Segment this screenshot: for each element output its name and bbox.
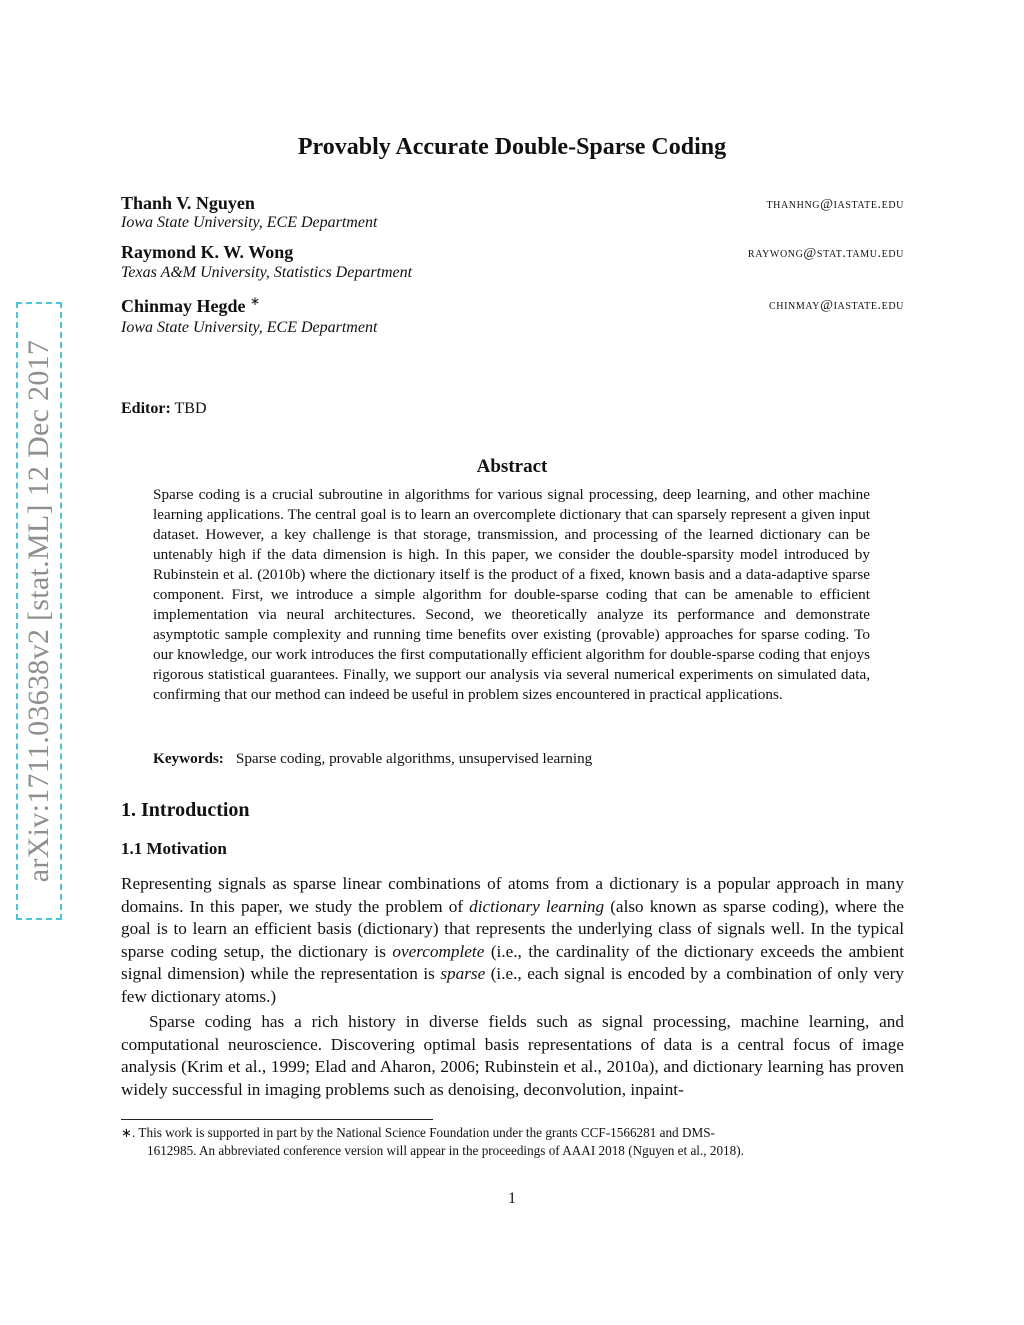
footnote-marker: ∗ xyxy=(250,294,261,308)
arxiv-sidebar-stamp xyxy=(16,302,62,920)
paper-title: Provably Accurate Double-Sparse Coding xyxy=(297,134,727,160)
page-number: 1 xyxy=(508,1190,516,1207)
abstract-body: Sparse coding is a crucial subroutine in algorithms for various signal processing, deep learning, and other machine learning applications. The central goal is to learn an overcomplete dictionary that can sparsely represent a given input dataset. However, a key challenge is that storage, transmission, and processing of the learned dictionary can be untenably high if the data dimension is high. In this paper, we consider the double-sparsity model introduced by Rubinstein et al. (2010b) where the dictionary itself is the product of a fixed, known basis and a data-adaptive sparse component. First, we introduce a simple algorithm for double-sparse coding that can be amenable to efficient implementation via neural architectures. Second, we theoretically analyze its performance and demonstrate asymptotic sample complexity and running time benefits over existing (provable) approaches for sparse coding. To our knowledge, our work introduces the first computationally efficient algorithm for double-sparse coding that enjoys rigorous statistical guarantees. Finally, we support our analysis via several numerical experiments on simulated data, confirming that our method can indeed be useful in problem sizes encountered in practical applications. xyxy=(153,486,870,703)
emphasis: overcomplete xyxy=(392,941,485,961)
intro-paragraph-1 xyxy=(121,873,904,1009)
keywords-line xyxy=(153,750,592,768)
emphasis: sparse xyxy=(440,964,486,984)
author-email[interactable]: raywong@stat.tamu.edu xyxy=(747,246,904,261)
intro-paragraph-2: Sparse coding has a rich history in diverse fields such as signal processing, machine learning, and computational neuroscience. Discovering optimal basis representations of data is a central focus of image analysis (Krim et al., 1999; Elad and Aharon, 2006; Rubinstein et al., 2010a), and dictionary learning has proven widely successful in imaging problems such as denoising, deconvolution, inpaint- xyxy=(121,1012,904,1099)
section-heading: 1. Introduction xyxy=(121,799,250,821)
abstract-heading: Abstract xyxy=(476,456,548,477)
emphasis: dictionary learning xyxy=(469,896,605,916)
footnote xyxy=(121,1124,904,1160)
subsection-heading: 1.1 Motivation xyxy=(121,839,227,858)
arxiv-id: arXiv:1711.03638v2 [stat.ML] 12 Dec 2017 xyxy=(22,339,55,883)
footnote-marker: ∗. xyxy=(121,1125,136,1140)
editor-line xyxy=(121,400,207,418)
editor-label: Editor: xyxy=(121,400,171,417)
author-affiliation: Iowa State University, ECE Department xyxy=(121,214,378,231)
keywords-value: Sparse coding, provable algorithms, unsupervised learning xyxy=(235,750,593,767)
footnote-line-2: 1612985. An abbreviated conference version will appear in the proceedings of AAAI 2018 (Nguyen et al., 2018). xyxy=(147,1143,744,1158)
editor-value: TBD xyxy=(174,400,207,417)
author-name xyxy=(121,294,260,317)
footnote-rule xyxy=(121,1119,433,1120)
author-email[interactable]: chinmay@iastate.edu xyxy=(769,298,904,313)
text-run: (i.e., each signal is encoded by a combination of only very few dictionary atoms.) xyxy=(121,964,904,1006)
author-affiliation: Texas A&M University, Statistics Department xyxy=(121,264,413,281)
author-name: Raymond K. W. Wong xyxy=(121,242,294,262)
author-email[interactable]: thanhng@iastate.edu xyxy=(766,197,904,212)
author-name-text: Chinmay Hegde xyxy=(121,296,246,316)
text-run: (i.e., the cardinality of the dictionary exceeds the ambient signal dimension) while the representation is xyxy=(121,941,904,984)
footnote-line-1: This work is supported in part by the National Science Foundation under the grants CCF-1566281 and DMS- xyxy=(135,1125,715,1140)
author-affiliation: Iowa State University, ECE Department xyxy=(121,319,378,336)
author-name: Thanh V. Nguyen xyxy=(121,193,255,213)
text-run: (also known as sparse coding), where the goal is to learn an efficient basis (dictionary) that represents the underlying class of signals well. In the typical sparse coding setup, the dictionary is xyxy=(121,896,904,961)
keywords-label: Keywords: xyxy=(153,750,224,767)
text-run: Representing signals as sparse linear combinations of atoms from a dictionary is a popular approach in many domains. In this paper, we study the problem of xyxy=(121,874,904,916)
